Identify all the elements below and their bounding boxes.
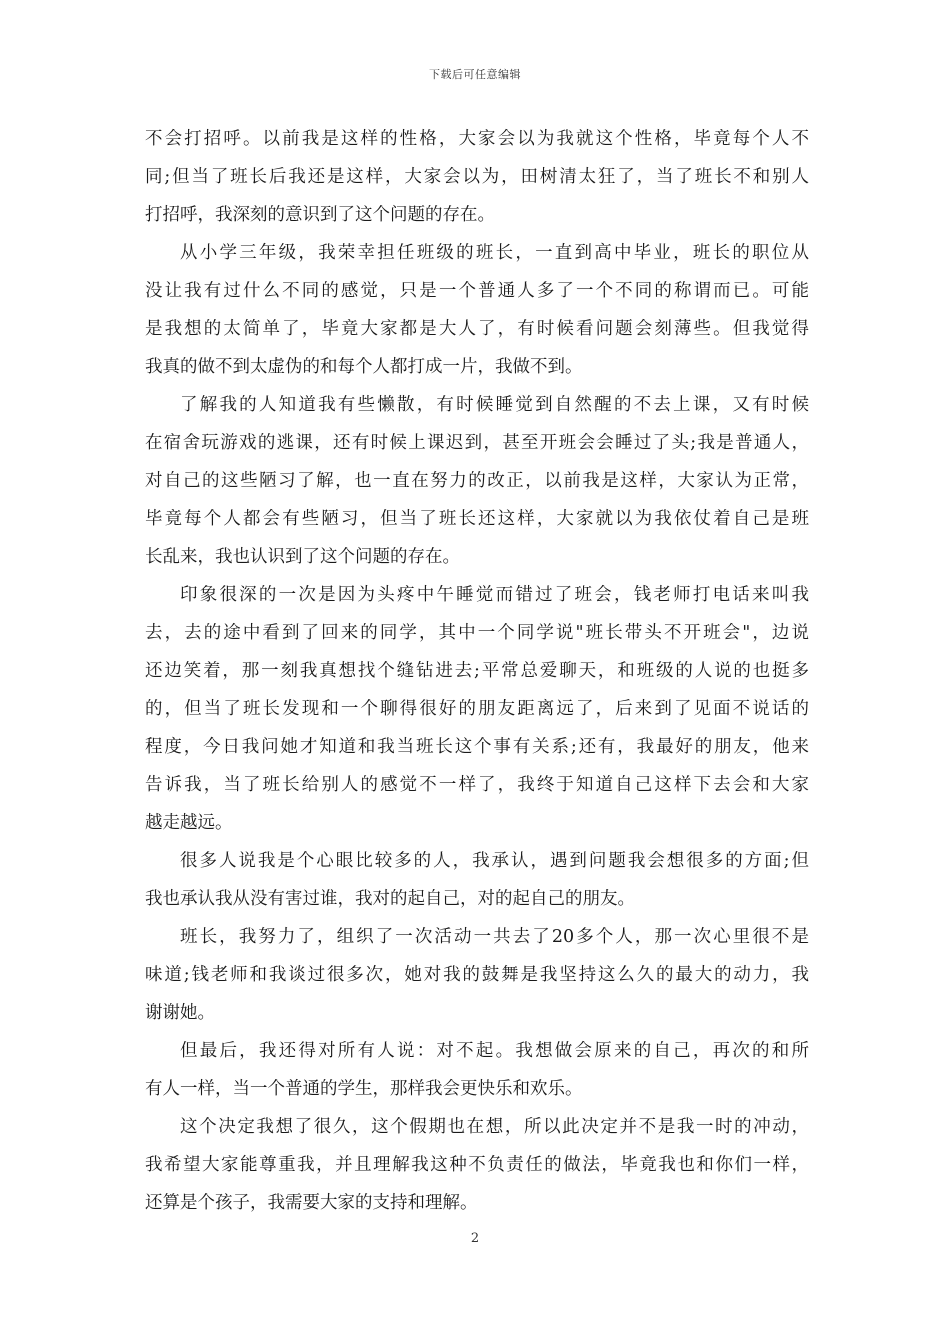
text-line: 毕竟每个人都会有些陋习，但当了班长还这样，大家就以为我依仗着自己是班	[145, 509, 809, 529]
text-line: 班长，我努力了，组织了一次活动一共去了20多个人，那一次心里很不是	[180, 927, 809, 947]
page-number: 2	[470, 1231, 480, 1246]
text-line: 从小学三年级，我荣幸担任班级的班长，一直到高中毕业，班长的职位从	[180, 243, 809, 263]
text-line: 没让我有过什么不同的感觉，只是一个普通人多了一个不同的称谓而已。可能	[145, 281, 809, 301]
text-line: 这个决定我想了很久，这个假期也在想，所以此决定并不是我一时的冲动，	[180, 1117, 809, 1137]
text-line: 长乱来，我也认识到了这个问题的存在。	[145, 547, 460, 567]
text-line: 在宿舍玩游戏的逃课，还有时候上课迟到，甚至开班会会睡过了头;我是普通人，	[145, 433, 809, 453]
text-line: 越走越远。	[145, 813, 233, 833]
text-line: 告诉我，当了班长给别人的感觉不一样了，我终于知道自己这样下去会和大家	[145, 775, 809, 795]
text-line: 很多人说我是个心眼比较多的人，我承认，遇到问题我会想很多的方面;但	[180, 851, 809, 871]
text-line: 我希望大家能尊重我，并且理解我这种不负责任的做法，毕竟我也和你们一样，	[145, 1155, 809, 1175]
text-line: 程度，今日我问她才知道和我当班长这个事有关系;还有，我最好的朋友，他来	[145, 737, 809, 757]
text-line: 同;但当了班长后我还是这样，大家会以为，田树清太狂了，当了班长不和别人	[145, 167, 809, 187]
text-line: 对自己的这些陋习了解，也一直在努力的改正，以前我是这样，大家认为正常，	[145, 471, 809, 491]
text-line: 去，去的途中看到了回来的同学，其中一个同学说"班长带头不开班会"，边说	[145, 623, 809, 643]
text-line: 的，但当了班长发现和一个聊得很好的朋友距离远了，后来到了见面不说话的	[145, 699, 809, 719]
text-line: 还算是个孩子，我需要大家的支持和理解。	[145, 1193, 478, 1213]
text-line: 还边笑着，那一刻我真想找个缝钻进去;平常总爱聊天，和班级的人说的也挺多	[145, 661, 809, 681]
text-line: 有人一样，当一个普通的学生，那样我会更快乐和欢乐。	[145, 1079, 583, 1099]
text-line: 但最后，我还得对所有人说：对不起。我想做会原来的自己，再次的和所	[180, 1041, 809, 1061]
text-line: 我也承认我从没有害过谁，我对的起自己，对的起自己的朋友。	[145, 889, 635, 909]
text-line: 味道;钱老师和我谈过很多次，她对我的鼓舞是我坚持这么久的最大的动力，我	[145, 965, 809, 985]
text-line: 打招呼，我深刻的意识到了这个问题的存在。	[145, 205, 495, 225]
text-line: 我真的做不到太虚伪的和每个人都打成一片，我做不到。	[145, 357, 583, 377]
text-line: 不会打招呼。以前我是这样的性格，大家会以为我就这个性格，毕竟每个人不	[145, 129, 809, 149]
text-line: 印象很深的一次是因为头疼中午睡觉而错过了班会，钱老师打电话来叫我	[180, 585, 809, 605]
document-body	[145, 120, 809, 1222]
text-line: 谢谢她。	[145, 1003, 215, 1023]
text-line: 了解我的人知道我有些懒散，有时候睡觉到自然醒的不去上课，又有时候	[180, 395, 809, 415]
text-line: 是我想的太简单了，毕竟大家都是大人了，有时候看问题会刻薄些。但我觉得	[145, 319, 809, 339]
page-header: 下载后可任意编辑	[429, 68, 521, 81]
